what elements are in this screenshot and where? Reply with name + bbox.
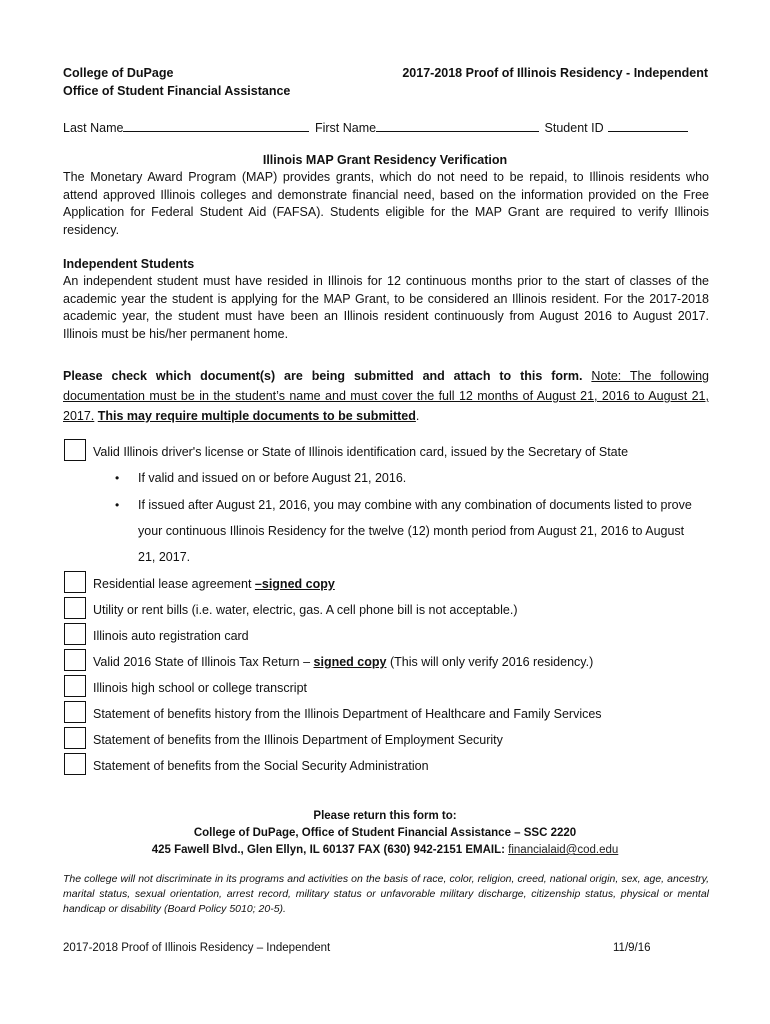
bullet-icon: • xyxy=(115,498,120,512)
first-name-label: First Name xyxy=(314,121,377,135)
last-name-label: Last Name xyxy=(63,121,124,135)
lease-label: Residential lease agreement xyxy=(93,577,252,591)
bullet-valid-before: If valid and issued on or before August 21, 2016. xyxy=(138,471,407,485)
checkbox-transcript[interactable] xyxy=(64,675,86,697)
item-lease xyxy=(93,577,335,591)
college-name: College of DuPage xyxy=(63,66,174,80)
instructions xyxy=(63,366,709,426)
independent-description: An independent student must have resided in Illinois for 12 continuous months prior to the start of classes of the academic year the student is applying for the MAP Grant, to be considered an Illinois resident. For the 2017-2018 academic year, the student must have been an Illinois resident continuously from August 2016 to August 2017. Illinois must be his/her permanent home. xyxy=(63,274,709,341)
checkbox-benefits-ssa[interactable] xyxy=(64,753,86,775)
instructions-lead: Please check which document(s) are being submitted and attach to this form. xyxy=(63,369,583,383)
bullet-icon: • xyxy=(115,471,120,485)
checkbox-tax-return[interactable] xyxy=(64,649,86,671)
email-link[interactable]: financialaid@cod.edu xyxy=(508,844,619,856)
tax-return-signed-copy: signed copy xyxy=(313,655,387,669)
bullet-issued-after-line1: If issued after August 21, 2016, you may combine with any combination of documents listed to prove xyxy=(138,498,692,512)
return-address-line2 xyxy=(0,844,770,856)
bullet-issued-after-line2: your continuous Illinois Residency for the twelve (12) month period from August 21, 2016 to August xyxy=(138,524,685,538)
instructions-emphasis: This may require multiple documents to be submitted xyxy=(97,409,416,423)
nondiscrimination-statement: The college will not discriminate in its programs and activities on the basis of race, color, religion, creed, national origin, sex, age, ancestry, marital status, sexual orientation, arrest record, military status or unfavorable military discharge, citizenship status, physical or mental handicap or disability (Board Policy 5010; 20-5). xyxy=(63,873,709,915)
first-name-field[interactable] xyxy=(376,119,539,132)
checkbox-benefits-hfs[interactable] xyxy=(64,701,86,723)
form-title: 2017-2018 Proof of Illinois Residency - Independent xyxy=(402,66,708,80)
item-benefits-ides: Statement of benefits from the Illinois Department of Employment Security xyxy=(93,733,503,747)
instructions-period: . xyxy=(415,409,420,423)
office-name: Office of Student Financial Assistance xyxy=(63,84,291,98)
footer-title: 2017-2018 Proof of Illinois Residency – Independent xyxy=(63,942,331,954)
checkbox-benefits-ides[interactable] xyxy=(64,727,86,749)
checkbox-lease[interactable] xyxy=(64,571,86,593)
item-benefits-hfs: Statement of benefits history from the Illinois Department of Healthcare and Family Services xyxy=(93,707,602,721)
return-heading: Please return this form to: xyxy=(313,810,457,822)
independent-heading: Independent Students xyxy=(63,257,195,271)
checkbox-drivers-license[interactable] xyxy=(64,439,86,461)
name-fields-row xyxy=(63,119,688,135)
item-drivers-license: Valid Illinois driver's license or State of Illinois identification card, issued by the Secretary of State xyxy=(93,445,629,459)
return-address-text: 425 Fawell Blvd., Glen Ellyn, IL 60137 FAX (630) 942-2151 EMAIL: xyxy=(151,844,505,856)
last-name-field[interactable] xyxy=(123,119,309,132)
student-id-label: Student ID xyxy=(544,121,604,135)
instructions-note: Note: The following documentation must be in the student’s name and must cover the full 12 months of August 21, 2016 to August 21, 2017. xyxy=(63,369,709,423)
student-id-field[interactable] xyxy=(608,119,688,132)
item-utility: Utility or rent bills (i.e. water, electric, gas. A cell phone bill is not acceptable.) xyxy=(93,603,518,617)
map-heading: Illinois MAP Grant Residency Verification xyxy=(262,153,508,167)
item-tax-return xyxy=(93,655,593,669)
footer-date: 11/9/16 xyxy=(613,942,651,954)
checkbox-auto-registration[interactable] xyxy=(64,623,86,645)
item-auto-registration: Illinois auto registration card xyxy=(93,629,249,643)
item-transcript: Illinois high school or college transcript xyxy=(93,681,307,695)
map-description: The Monetary Award Program (MAP) provides grants, which do not need to be repaid, to Illinois residents who attend approved Illinois colleges and demonstrate financial need, based on the information provided on the Free Application for Federal Student Aid (FAFSA). Students eligible for the MAP Grant are required to verify Illinois residency. xyxy=(63,170,709,237)
tax-return-note: (This will only verify 2016 residency.) xyxy=(389,655,594,669)
item-benefits-ssa: Statement of benefits from the Social Security Administration xyxy=(93,759,429,773)
bullet-issued-after-line3: 21, 2017. xyxy=(138,550,191,564)
tax-return-label: Valid 2016 State of Illinois Tax Return – xyxy=(93,655,311,669)
checkbox-utility[interactable] xyxy=(64,597,86,619)
return-address-line1: College of DuPage, Office of Student Financial Assistance – SSC 2220 xyxy=(193,827,577,839)
lease-signed-copy: –signed copy xyxy=(254,577,335,591)
